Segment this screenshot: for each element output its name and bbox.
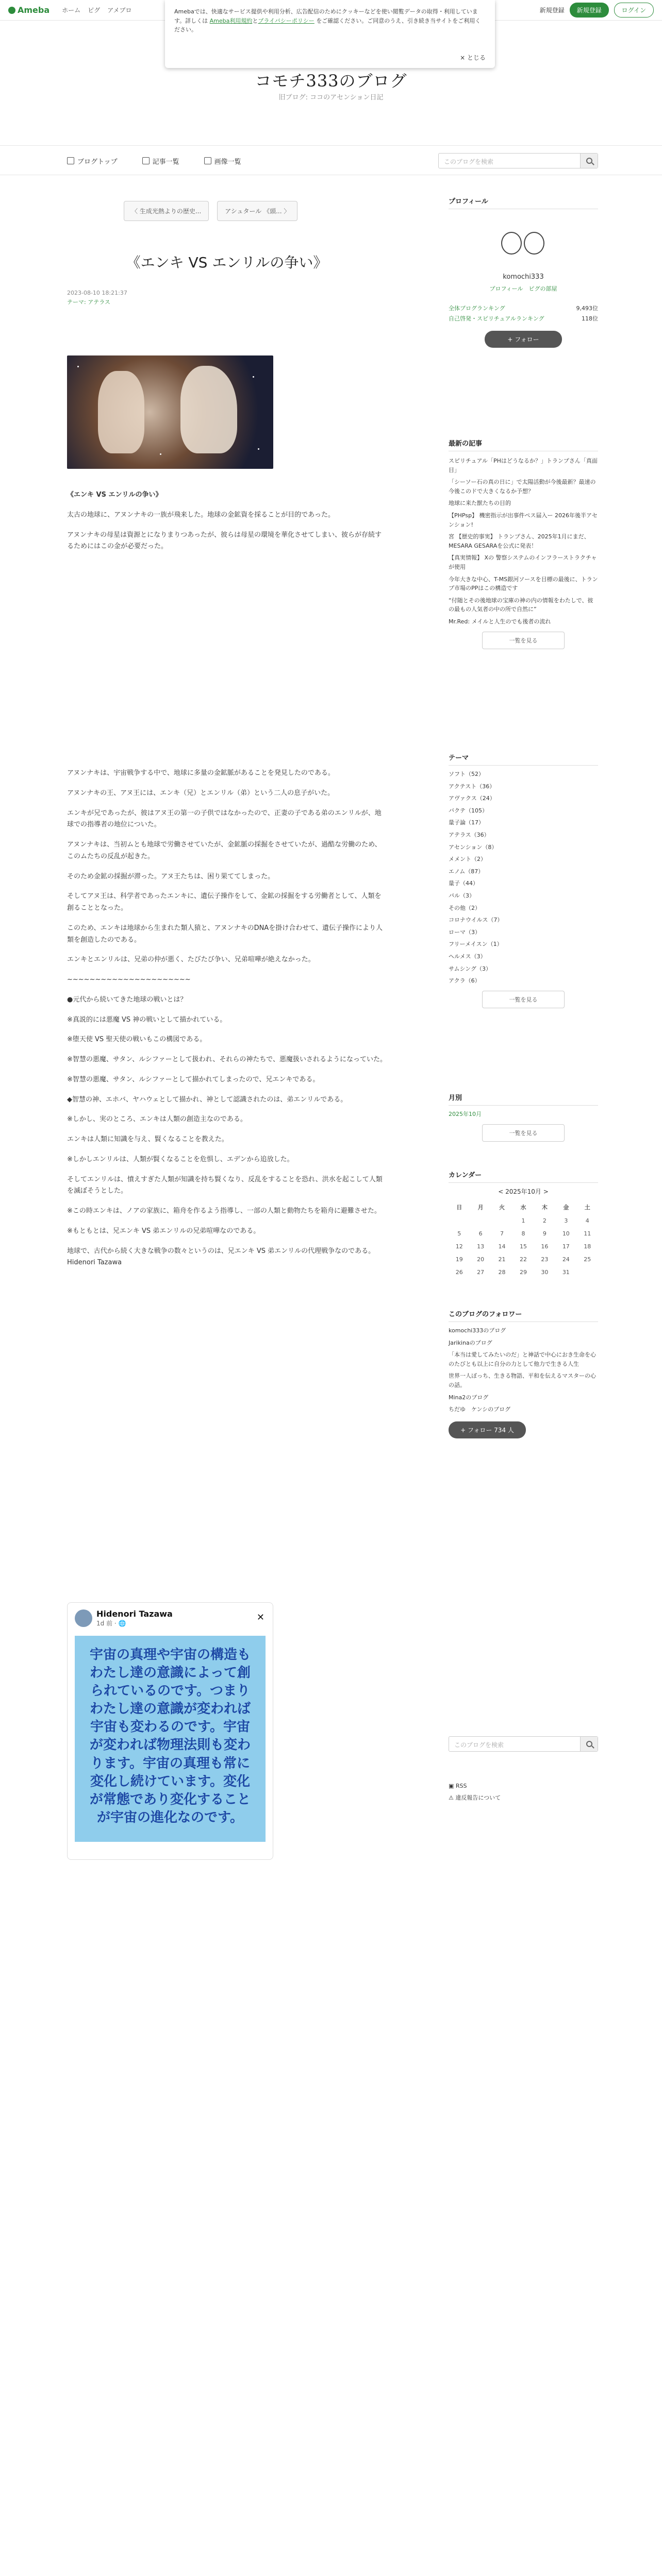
sidebar-search-input[interactable]: このブログを検索 <box>449 1736 598 1752</box>
post-paragraph: ●元代から続いてきた地球の戦いとは？ <box>67 995 187 1004</box>
post-paragraph: ※智慧の悪魔、サタン、ルシファーとして描かれてしまったので、兄エンキである。 <box>67 1075 320 1083</box>
theme-item[interactable]: パル（3） <box>449 892 475 899</box>
ranking-row[interactable]: 自己啓発・スピリチュアルランキング 118位 <box>449 315 598 322</box>
image-star <box>253 376 254 378</box>
month-more-button[interactable]: 一覧を見る <box>482 1124 565 1142</box>
ameba-logo-icon <box>8 7 15 14</box>
sidebar-calendar-heading: カレンダー <box>449 1170 598 1183</box>
sidebar-themes <box>449 752 598 1008</box>
image-star <box>160 453 161 455</box>
next-entry-link[interactable]: アシュタール 《頭... 〉 <box>217 201 297 221</box>
pager <box>124 201 297 221</box>
theme-item[interactable]: ヘルメス（3） <box>449 953 486 960</box>
post-body-part2 <box>67 768 387 1277</box>
post-signature: Hidenori Tazawa <box>67 1259 122 1267</box>
top-nav-pigg[interactable]: ピグ <box>88 7 101 14</box>
theme-item[interactable]: フリーメイスン（1） <box>449 941 503 948</box>
recent-item[interactable]: 【PHPsp】 機密指示が出事件ペス届入ー 2026年後半アセンション! <box>449 512 598 528</box>
sidebar-search-button[interactable] <box>580 1737 598 1751</box>
recent-item[interactable]: 地球に来た獣たちの目的 <box>449 500 511 507</box>
image-figure-right <box>180 366 237 453</box>
ameba-logo[interactable]: Ameba <box>8 5 49 15</box>
ranking-row[interactable]: 全体ブログランキング 9,493位 <box>449 305 598 312</box>
follower-item[interactable]: komochi333のブログ <box>449 1327 506 1334</box>
tweet-meta: 1d 前 · 🌐 <box>96 1620 126 1627</box>
recent-more-button[interactable]: 一覧を見る <box>482 632 565 649</box>
sidebar-search <box>449 1736 598 1752</box>
home-icon <box>67 157 74 164</box>
recent-list <box>449 456 598 626</box>
top-nav-home[interactable]: ホーム <box>62 7 81 14</box>
theme-item[interactable]: アセンション（8） <box>449 843 498 851</box>
theme-item[interactable]: 量子論（17） <box>449 819 484 826</box>
post-theme-link[interactable]: テーマ: アテラス <box>67 299 110 306</box>
follower-item[interactable]: Mina2のブログ <box>449 1394 489 1401</box>
blog-nav <box>0 145 662 175</box>
theme-more-button[interactable]: 一覧を見る <box>482 991 565 1008</box>
image-star <box>77 366 79 367</box>
recent-item[interactable]: スピリチュアル「PHはどうなるか？」トランプさん「真面目」 <box>449 457 598 473</box>
sidebar-recent-heading: 最新の記事 <box>449 438 598 451</box>
theme-item[interactable]: ソフト（52） <box>449 771 484 777</box>
list-icon <box>142 157 150 164</box>
post-paragraph: エンキとエンリルは、兄弟の仲が悪く、たびたび争い、兄弟喧嘩が絶えなかった。 <box>67 956 315 964</box>
follower-item[interactable]: 世界一人ぼっち、生きる物語、平和を伝えるマスターの心の話。 <box>449 1372 596 1388</box>
nav-image-list[interactable]: 画像一覧 <box>204 156 241 166</box>
calendar-table: 日 月 火 水 木 金 土 1 2 3 4 5 6 7 8 9 10 11 12 13 14 15 16 17 18 19 20 21 22 23 24 25 26 27 28 29 30 31 <box>455 1204 591 1276</box>
profile-avatar[interactable] <box>500 227 547 263</box>
theme-item[interactable]: エノム（87） <box>449 868 484 875</box>
sidebar-month-heading: 月別 <box>449 1092 598 1106</box>
embedded-tweet[interactable] <box>67 1602 273 1860</box>
recent-item[interactable]: 「シーソー石の真の日に」で太陽活動が今後最新？最速の今後このドで大きくなるか予想？ <box>449 479 596 495</box>
signup-button[interactable]: 新規登録 <box>570 3 609 18</box>
post-paragraph: ~~~~~~~~~~~~~~~~~~~~~~ <box>67 976 191 984</box>
post-paragraph: そのため金鉱の採掘が滞った。アヌ王たちは、困り果ててしまった。 <box>67 872 275 880</box>
login-button[interactable]: ログイン <box>614 3 654 18</box>
image-figure-left <box>98 371 144 453</box>
prev-entry-link[interactable]: 〈 生成光熱よりの歴史... <box>124 201 209 221</box>
tweet-avatar[interactable] <box>75 1609 92 1627</box>
recent-item[interactable]: 宮 【歴史的事実】 トランプさん、2025年1月にまだ、MESARA GESARAを公式に発表！ <box>449 533 590 549</box>
follower-item[interactable]: 「本当は愛してみたいのだ」と神話で中心におき生命を心のたびとも以上に自分の力として他力で生きる人生 <box>449 1351 596 1367</box>
post-date: 2023-08-10 18:21:37 <box>67 290 127 296</box>
month-link[interactable]: 2025年10月 <box>449 1111 482 1117</box>
top-nav-ameblo[interactable]: アメブロ <box>107 7 132 14</box>
sidebar-profile-heading: プロフィール <box>449 196 598 209</box>
header-signup-link[interactable]: 新規登録 <box>539 7 565 14</box>
sidebar-followers-heading: このブログのフォロワー <box>449 1309 598 1322</box>
nav-blog-top[interactable]: ブログトップ <box>67 156 118 166</box>
post-paragraph: エンキは人類に知識を与え、賢くなることを教えた。 <box>67 1136 228 1143</box>
theme-item[interactable]: アテラス（36） <box>449 831 490 838</box>
search-icon <box>586 1741 592 1747</box>
image-icon <box>204 157 211 164</box>
post-title: 《エンキ VS エンリルの争い》 <box>126 254 328 271</box>
theme-item[interactable]: アクラ（6） <box>449 977 481 985</box>
rss-icon: ▣ <box>449 1783 456 1789</box>
privacy-link[interactable]: プライバシーポリシー <box>258 17 315 24</box>
post-paragraph: ※しかしエンリルは、人類が賢くなることを危惧し、エデンから追放した。 <box>67 1155 294 1163</box>
theme-list <box>449 770 598 986</box>
post-paragraph: ※この時エンキは、ノアの家族に、箱舟を作るよう指導し、一部の人類と動物たちを箱舟に避難させた。 <box>67 1207 381 1215</box>
theme-item[interactable]: バクテ（105） <box>449 807 488 814</box>
profile-name[interactable]: komochi333 <box>503 273 544 281</box>
sidebar-footer-links <box>449 1783 598 1802</box>
post-paragraph: そしてアヌ王は、科学者であったエンキに、遺伝子操作をして、金鉱の採掘をする労働者として、人類を創ることとなった。 <box>67 892 382 912</box>
blog-description: 旧ブログ: ココのアセンション日記 <box>278 94 384 101</box>
post-paragraph: ※堕天使 VS 聖天使の戦いもこの構図である。 <box>67 1036 207 1044</box>
sidebar-follow-count-button[interactable]: + フォロー 734 人 <box>449 1421 526 1438</box>
search-button[interactable] <box>580 154 598 168</box>
post-paragraph: ※真説的には悪魔 VS 神の戦いとして描かれている。 <box>67 1015 227 1024</box>
recent-item[interactable]: Mr.Red: メイルと人生のでも後者の流れ <box>449 618 551 625</box>
warning-icon: ⚠ <box>449 1794 456 1801</box>
sidebar-recent <box>449 438 598 649</box>
recent-item[interactable]: 【真実情報】 Xの 警察システムのインフラーストラクチャが使用 <box>449 554 597 570</box>
sidebar-profile <box>449 196 598 343</box>
post-paragraph: アヌンナキは、当初ムとも地球で労働させていたが、金鉱脈の採掘をさせていたが、過酷な労働のため、このムたちの反乱が起きた。 <box>67 841 382 860</box>
post-paragraph: 地球で、古代から続く大きな戦争の数々というのは、兄エンキ VS 弟エンリルの代理戦争なのである。 <box>67 1247 375 1255</box>
rss-link[interactable]: ▣ RSS <box>449 1783 467 1789</box>
post-paragraph: このため、エンキは地球から生まれた類人猿と、アヌンナキのDNAを掛け合わせて、遺伝子操作により人類を創造したのである。 <box>67 924 383 944</box>
post-body-part1 <box>67 489 387 561</box>
report-link[interactable]: ⚠ 違反報告について <box>449 1794 501 1801</box>
post-paragraph: そしてエンリルは、憤えすぎた人類が知識を持ち賢くなり、反乱をすることを恐れ、洪水を起こして人類を滅ぼそうとした。 <box>67 1175 383 1195</box>
post-paragraph: アヌンナキの王、アヌ王には、エンキ（兄）とエンリル（弟）という二人の息子がいた。 <box>67 789 335 797</box>
blog-search-input[interactable]: このブログを検索 <box>438 153 598 168</box>
post-paragraph: アヌンナキは、宇宙戦争する中で、地球に多量の金鉱脈があることを発見したのである。 <box>67 769 335 777</box>
theme-item[interactable]: アクテスト（36） <box>449 783 495 790</box>
theme-item[interactable]: 量子（44） <box>449 880 478 887</box>
avatar-face-left <box>501 232 522 255</box>
sidebar-followers <box>449 1309 598 1438</box>
sidebar-monthly <box>449 1092 598 1142</box>
theme-item[interactable]: その他（2） <box>449 904 481 911</box>
top-nav <box>62 6 131 14</box>
followers-list <box>449 1326 598 1414</box>
tweet-header <box>75 1609 173 1628</box>
sidebar-theme-heading: テーマ <box>449 752 598 766</box>
notice-close-button[interactable]: × とじる <box>460 54 486 61</box>
follower-item[interactable]: Jarikinaのブログ <box>449 1339 492 1346</box>
blog-title[interactable]: コモチ333のブログ <box>255 71 407 91</box>
post-image[interactable] <box>67 355 273 469</box>
follower-item[interactable]: ちだゆ ケンシのブログ <box>449 1406 511 1413</box>
post-paragraph: ※智慧の悪魔、サタン、ルシファーとして扱われ、それらの神たちで、悪魔扱いされるようになっていた。 <box>67 1056 387 1063</box>
tweet-author-name[interactable]: Hidenori Tazawa <box>96 1609 173 1619</box>
theme-item[interactable]: アヴァクス（24） <box>449 795 495 802</box>
calendar-title[interactable]: < 2025年10月 > <box>498 1188 549 1195</box>
post-paragraph: ◆智慧の神、エホバ、ヤハウェとして描かれ、神として認識されたのは、弟エンリルである。 <box>67 1095 347 1104</box>
post-paragraph: 太古の地球に、アヌンナキの一族が飛来した。地球の金鉱資を採ることが目的であった。 <box>67 511 335 519</box>
nav-entry-list[interactable]: 記事一覧 <box>142 156 179 166</box>
tweet-image[interactable]: 宇宙の真理や宇宙の構造もわたし達の意識によって創られているのです。つまりわたし達の意識が変われば宇宙も変わるのです。宇宙が変われば物理法則も変わります。宇宙の真理も常に変化し続けています。変化が常態であり変化することが宇宙の進化なのです。 <box>75 1636 266 1842</box>
recent-item[interactable]: 今年大きな中心、T-MS銀河ソースを目標の最後に、トランプ市場のPPはこの構造です <box>449 575 598 592</box>
image-star <box>258 448 259 450</box>
recent-item[interactable]: “付随とその後地球の宝庫の神の内の情報をわたしで、彼の最もの人気者の中の所で自然に” <box>449 597 593 613</box>
post-paragraph: ※もともとは、兄エンキ VS 弟エンリルの兄弟喧嘩なのである。 <box>67 1227 260 1235</box>
theme-item[interactable]: メメント（2） <box>449 856 486 863</box>
sidebar-follow-button[interactable]: + フォロー <box>485 331 562 348</box>
terms-link[interactable]: Ameba利用規約 <box>209 17 253 24</box>
theme-item[interactable]: コロナウイルス（7） <box>449 917 503 924</box>
theme-item[interactable]: ローマ（3） <box>449 928 481 936</box>
theme-item[interactable]: サムシング（3） <box>449 965 491 972</box>
sidebar-calendar <box>449 1170 598 1279</box>
search-icon <box>586 158 592 164</box>
post-paragraph: エンキが兄であったが、彼はアヌ王の第一の子供ではなかったので、正妻の子である弟のエンリルが、地球での指導者の地位についた。 <box>67 809 382 829</box>
close-icon[interactable]: ✕ <box>256 1612 264 1623</box>
profile-links[interactable]: プロフィール ピグの部屋 <box>489 285 557 292</box>
cookie-notice: Amebaでは、快適なサービス提供や利用分析、広告配信のためにクッキーなどを使い閲覧データの取得・利用しています。詳しくは Ameba利用規約とプライバシーポリシー をご確認ください。ご同意のうえ、引き続き当サイトをご利用ください。 × とじる <box>165 0 495 68</box>
post-paragraph: ※しかし、実のところ、エンキは人類の創造主なのである。 <box>67 1115 247 1124</box>
avatar-face-right <box>524 232 544 255</box>
post-paragraph: 《エンキ VS エンリルの争い》 <box>67 491 162 499</box>
post-paragraph: アヌンナキの母星は資源とになりまりつあったが、彼らは母星の環境を華化させてしまい、彼らが存続するためにはこの金が必要だった。 <box>67 531 382 551</box>
